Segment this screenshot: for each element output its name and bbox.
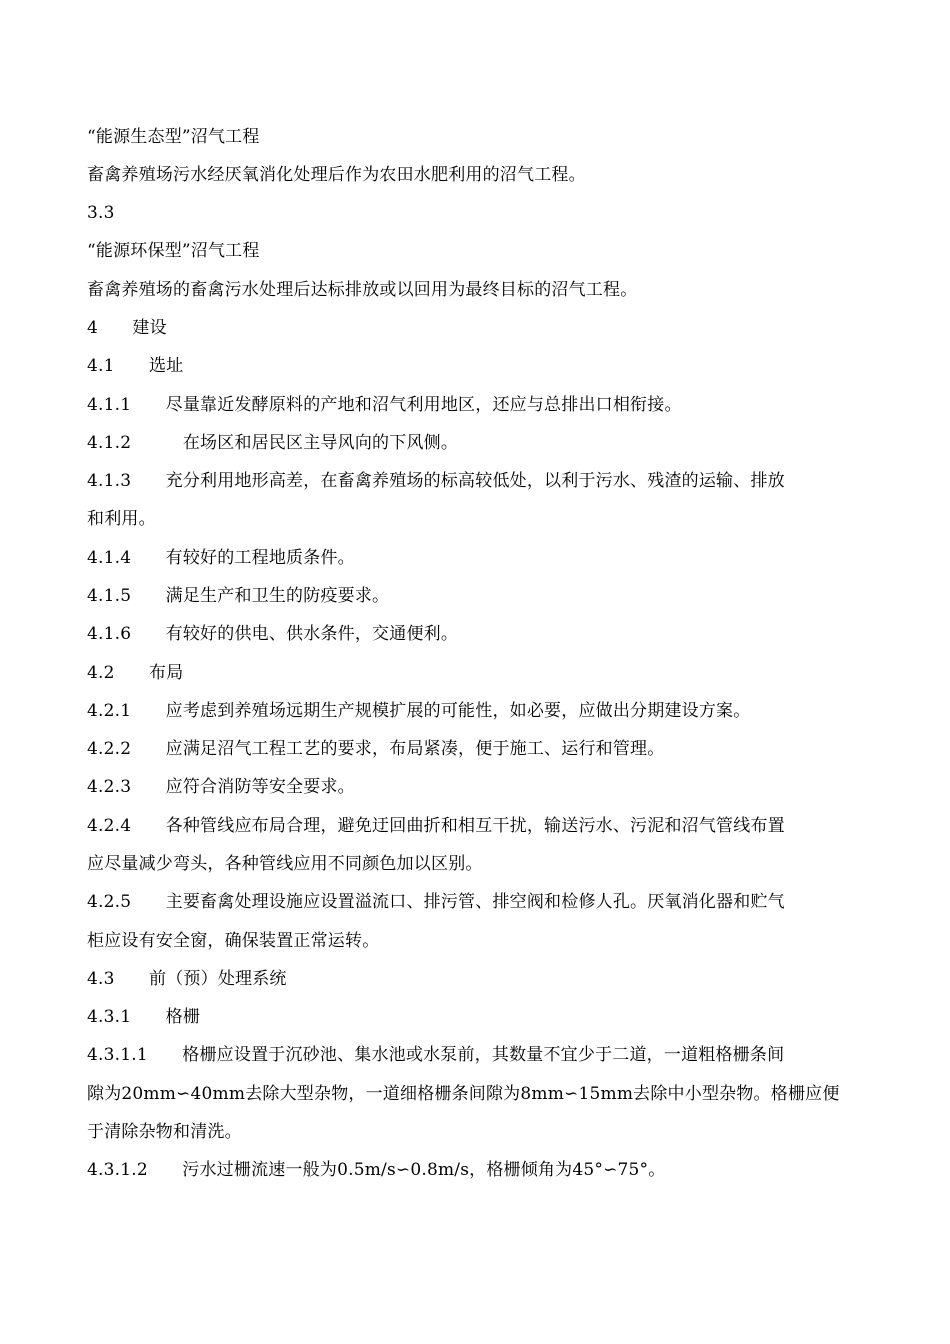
clause-text: 4.2.3 应符合消防等安全要求。 (87, 777, 355, 797)
section-heading-site-selection: 4.1 选址 (87, 356, 184, 376)
clause-text: 4.3.1.2 污水过栅流速一般为0.5m/s∽0.8m/s，格栅倾角为45°∽75°。 (87, 1160, 666, 1180)
paragraph-heading-energy-environment: “能源环保型”沼气工程 (87, 241, 260, 261)
clause-text-continued: 隙为20mm∽40mm去除大型杂物，一道细格栅条间隙为8mm∽15mm去除中小型杂物。格栅应便 (87, 1084, 840, 1104)
clause-text: 4.1.5 满足生产和卫生的防疫要求。 (87, 586, 390, 606)
clause-text: 4.1.1 尽量靠近发酵原料的产地和沼气利用地区，还应与总排出口相衔接。 (87, 395, 682, 415)
paragraph-text: 畜禽养殖场的畜禽污水处理后达标排放或以回用为最终目标的沼气工程。 (87, 280, 638, 300)
clause-text: 4.2.4 各种管线应布局合理，避免迂回曲折和相互干扰，输送污水、污泥和沼气管线布置 (87, 816, 785, 836)
section-heading-layout: 4.2 布局 (87, 663, 184, 683)
clause-text: 4.1.3 充分利用地形高差，在畜禽养殖场的标高较低处，以利于污水、残渣的运输、排放 (87, 471, 785, 491)
paragraph-text: 畜禽养殖场污水经厌氧消化处理后作为农田水肥利用的沼气工程。 (87, 165, 586, 185)
clause-text: 4.2.5 主要畜禽处理设施应设置溢流口、排污管、排空阀和检修人孔。厌氧消化器和贮气 (87, 892, 785, 912)
paragraph-heading-energy-ecology: “能源生态型”沼气工程 (87, 127, 260, 147)
clause-text: 4.1.2 在场区和居民区主导风向的下风侧。 (87, 433, 459, 453)
clause-text-continued: 和利用。 (87, 509, 156, 529)
clause-text: 4.3.1.1 格栅应设置于沉砂池、集水池或水泵前，其数量不宜少于二道，一道粗格栅条间 (87, 1045, 785, 1065)
clause-text: 4.2.2 应满足沼气工程工艺的要求，布局紧凑，便于施工、运行和管理。 (87, 739, 665, 759)
clause-text-continued: 柜应设有安全窗，确保装置正常运转。 (87, 931, 380, 951)
clause-text-continued: 应尽量减少弯头，各种管线应用不同颜色加以区别。 (87, 854, 483, 874)
clause-text: 4.1.6 有较好的供电、供水条件，交通便利。 (87, 624, 459, 644)
section-number: 3.3 (87, 203, 115, 223)
section-heading-pretreatment: 4.3 前（预）处理系统 (87, 969, 287, 989)
clause-text: 4.2.1 应考虑到养殖场远期生产规模扩展的可能性，如必要，应做出分期建设方案。 (87, 701, 751, 721)
section-heading-construction: 4 建设 (87, 318, 167, 338)
subsection-heading-grille: 4.3.1 格栅 (87, 1007, 201, 1027)
clause-text-continued: 于清除杂物和清洗。 (87, 1122, 242, 1142)
clause-text: 4.1.4 有较好的工程地质条件。 (87, 548, 355, 568)
